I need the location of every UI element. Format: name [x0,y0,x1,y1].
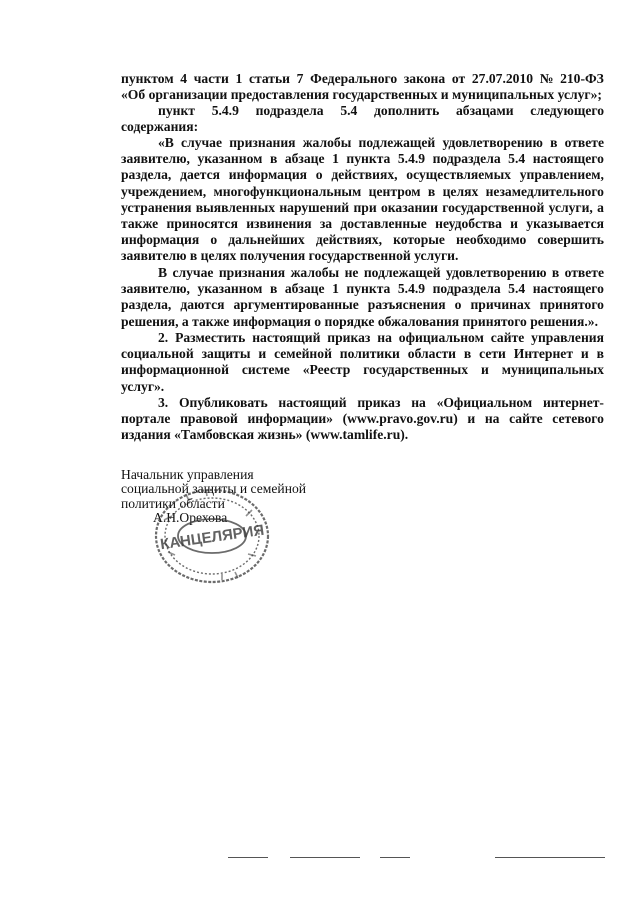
word: пункт [158,103,195,118]
word: случае [172,265,214,280]
paragraph-complaint-satisfied [121,135,604,265]
word: правовой [180,411,238,427]
text-line: «Об организации предоставления государственных и муниципальных услуг»; [121,87,602,103]
word: 4 [180,71,188,86]
word: официальном [398,330,484,345]
word: информации» [247,411,333,427]
word: управлением, [519,167,604,183]
word: принятого [539,297,604,313]
word: следующего [530,103,604,118]
stamp-seal-icon [146,480,278,590]
text-line: решения, а также информация о порядке обжалования принятого решения.». [121,313,598,329]
word: дается [180,167,221,183]
word: целях [442,183,479,199]
word: закона [403,71,446,86]
scan-artifact [228,857,268,858]
word: 1 [332,281,339,297]
word: 5.4.9 [397,151,426,167]
word: а [597,199,604,215]
word: за [319,216,333,232]
word: признания [218,265,286,280]
word: пункта [346,151,391,167]
word: государственной [442,199,545,215]
word: указанном [197,281,263,297]
word: раздела, [121,297,172,313]
word: заявителю, [121,151,190,167]
text-line [121,71,604,87]
paragraph-publish-portal [121,395,604,444]
word: удовлетворению [442,135,543,150]
word: настоящий [278,395,347,410]
paragraph-law-reference [121,71,604,103]
word: области [407,346,457,362]
text-line [121,411,604,427]
word: необходимо [456,232,527,248]
text-line [121,346,604,362]
word: раздела, [121,167,172,183]
text-line: заявителю в целях получения государственной услуги. [121,248,459,264]
signature-title-line: политики области [121,495,225,511]
text-line [121,362,604,378]
word: «Официальном [436,395,533,410]
text-line [121,103,604,119]
word: нарушений [279,199,350,215]
word: Опубликовать [178,395,268,410]
word: информация [228,167,308,183]
word: портале [121,411,171,427]
word: семейной [274,346,332,362]
word: устранения [121,199,192,215]
word: на [377,330,392,345]
word: совершить [537,232,604,248]
word: и [258,346,267,362]
word: при [353,199,377,215]
word: подраздела [255,103,324,118]
word: многофункциональным [213,183,362,199]
word: и [480,362,489,378]
signatory-name: А.Н.Орехова [153,510,228,526]
word: в [269,151,278,167]
word: осуществляемых [406,167,511,183]
word: на [411,395,426,410]
text-line [121,265,604,281]
word: 5.4.9 [211,103,239,118]
word: подлежащей [363,265,441,280]
text-line [121,135,604,151]
word: в [463,346,472,362]
word: признания [229,135,296,150]
word: 5.4.9 [397,281,426,297]
text-line [121,330,604,346]
word: Интернет [513,346,574,362]
word: в [550,135,558,150]
word: В [158,265,168,280]
word: в [551,265,560,280]
word: (www.pravo.gov.ru) [342,411,458,427]
word: указанном [197,151,263,167]
word: жалобы [290,265,340,280]
word: доставленные [340,216,427,232]
text-line: издания «Тамбовская жизнь» (www.tamlife.ru). [121,427,409,443]
text-line [121,167,604,183]
word: 7 [296,71,304,86]
word: незамедлительного [485,183,604,199]
word: абзацами [456,103,514,118]
word: статьи [248,71,290,86]
word: на [484,411,500,427]
word: приносятся [166,216,238,232]
word: заявителю, [121,281,190,297]
word: настоящий [252,330,321,345]
word: Федерального [310,71,398,86]
word: дальнейших [228,232,305,248]
word: сайте [490,330,525,345]
word: приказ [357,395,401,410]
text-line: услуг». [121,378,165,394]
word: муниципальных [501,362,604,378]
signature-title-line: Начальник управления [121,467,254,482]
scan-artifact [380,857,410,858]
word: государственных [363,362,469,378]
word: подраздела [432,281,501,297]
word: которые [393,232,445,248]
word: защиты [201,346,251,362]
word: абзаце [284,281,325,297]
paragraph-complaint-rejected [121,265,604,330]
word: указывается [526,216,604,232]
word: настоящего [532,151,604,167]
word: от [451,71,466,86]
word: 5.4 [508,151,526,167]
word: подлежащей [358,135,436,150]
word: 1 [235,71,243,86]
word: извинения [246,216,312,232]
word: ответе [564,135,604,150]
word: причинах [470,297,531,313]
word: 2. [158,330,169,345]
word: подраздела [432,151,501,167]
word: 5.4 [508,281,526,297]
stamp-text: КАНЦЕЛЯРИЯ [159,521,266,554]
word: услуги, [548,199,593,215]
text-line [121,200,604,216]
text-line [121,232,604,248]
word: 210-ФЗ [560,71,604,86]
word: разъяснения [367,297,446,313]
word: в [427,183,436,199]
word: интернет- [542,395,604,410]
word: оказании [380,199,438,215]
word: управления [531,330,604,345]
word: абзаце [284,151,325,167]
word: сети [479,346,506,362]
word: в [269,281,278,297]
word: и [510,216,519,232]
word: информация [121,232,200,248]
word: информационной [121,362,229,378]
word: 3. [158,395,169,410]
word: «Реестр [302,362,351,378]
word: № [539,71,554,86]
scan-artifact [495,857,605,858]
word: 27.07.2010 [471,71,534,86]
word: действиях, [315,232,382,248]
word: учреждением, [121,183,207,199]
word: удовлетворению [446,265,547,280]
word: и [580,346,589,362]
word: выявленных [195,199,276,215]
word: даются [180,297,225,313]
word: в [596,346,604,362]
office-stamp [146,480,278,595]
text-line [121,216,604,232]
text-line [121,281,604,297]
word: системе [241,362,290,378]
word: пункта [346,281,391,297]
signature-title-line: социальной защиты и семейной [121,481,307,497]
word: действиях, [331,167,398,183]
word: случае [181,135,223,150]
word: части [193,71,229,86]
word: дополнить [374,103,440,118]
word: 1 [332,151,339,167]
word: сайте [509,411,543,427]
word: не [344,265,359,280]
text-line: содержания: [121,119,199,135]
word: о [454,297,462,313]
word: социальной [121,346,194,362]
word: о [210,232,218,248]
word: о [315,167,323,183]
word: сетевого [552,411,604,427]
word: жалобы [302,135,352,150]
text-line [121,184,604,200]
word: Разместить [175,330,246,345]
word: также [121,216,159,232]
text-line [121,151,604,167]
word: приказ [327,330,371,345]
word: аргументированные [233,297,359,313]
text-line [121,395,604,411]
word: и [467,411,476,427]
word: центром [368,183,421,199]
word: ответе [564,265,604,280]
word: «В [158,135,174,150]
scan-artifact [290,857,360,858]
paragraph-amendment-intro [121,103,604,135]
paragraph-publish-site [121,330,604,395]
word: 5.4 [340,103,358,118]
word: неудобства [435,216,502,232]
word: пунктом [121,71,174,86]
word: политики [339,346,400,362]
text-line [121,297,604,313]
word: настоящего [532,281,604,297]
